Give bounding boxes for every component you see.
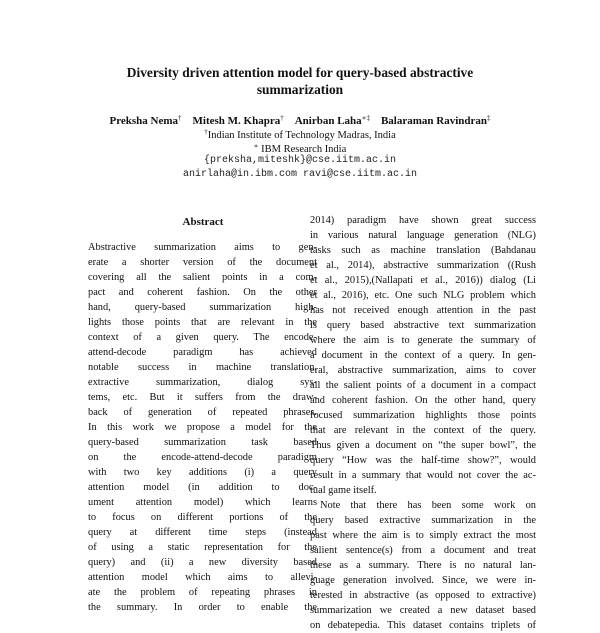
abstract-line: hand, query-based summarization high- [88,302,317,313]
intro-line: terested in abstractive (as opposed to extractive) [310,590,536,601]
intro-line: guage generation involved. Since, we were in- [310,575,536,586]
abstract-line: attention model which aims to allevi- [88,572,317,583]
abstract-line: attend-decode paradigm has achieved [88,347,317,358]
author: Preksha Nema† [109,114,182,127]
abstract-line: Abstractive summarization aims to gen- [88,242,317,253]
abstract-line: ument attention model) which learns [88,497,317,508]
affiliation-ibm: ∗ IBM Research India [253,142,347,155]
intro-line: 2014) paradigm have shown great success [310,215,536,226]
intro-line: summarization we created a new dataset based [310,605,536,616]
abstract-line: attention model (in addition to doc- [88,482,317,493]
email-iitm: {preksha,miteshk}@cse.iitm.ac.in [203,155,397,166]
abstract-line: back of generation of repeated phrases. [88,407,317,418]
intro-line: salient sentence(s) from a document and treat [310,545,536,556]
intro-line: tasks such as machine translation (Bahdanau [310,245,536,256]
paper-title [0,64,600,98]
abstract-line: covering all the salient points in a com- [88,272,317,283]
abstract-line: with two key additions (i) a query [88,467,317,478]
email-ibm-iitm: anirlaha@in.ibm.com ravi@cse.iitm.ac.in [182,169,418,180]
intro-line: that are relevant in the context of the query. [310,425,536,436]
abstract-line: query at different time steps (instead [88,527,317,538]
intro-line: a document in the context of a query. In gen- [310,350,536,361]
intro-line: et al., 2016), etc. One such NLG problem which [310,290,536,301]
intro-line: focused summarization highlights those points [310,410,536,421]
author: Anirban Laha∗‡ [294,114,370,127]
abstract-line: lights those points that are relevant in the [88,317,317,328]
abstract-line: the summary. In order to enable the [88,602,317,613]
author: Balaraman Ravindran‡ [380,114,491,127]
intro-line: has not received enough attention in the past [310,305,536,316]
intro-line: all the salient points of a document in a compact [310,380,536,391]
affiliation-iitm: †Indian Institute of Technology Madras, India [204,128,396,141]
intro-line: query based extractive summarization in the [310,515,536,526]
intro-line: on debatepedia. This dataset contains triplets of [310,620,536,631]
abstract-line: notable success in machine translation, [88,362,317,373]
intro-line: query “How was the half-time show?”, would [310,455,536,466]
abstract-heading: Abstract [182,216,224,228]
abstract-line: erate a shorter version of the document [88,257,317,268]
intro-line: Thus given a document on “the super bowl”, the [310,440,536,451]
intro-line: is query based abstractive text summarization [310,320,536,331]
intro-line: et al., 2015),(Nallapati et al., 2016)) dialog (Li [310,275,536,286]
abstract-line: In this work we propose a model for the [88,422,317,433]
abstract-line: query) and (ii) a new diversity based [88,557,317,568]
intro-line: eral, abstractive summarization, aims to cover [310,365,536,376]
abstract-line: ate the problem of repeating phrases in [88,587,317,598]
author: Mitesh M. Khapra† [192,114,284,127]
title-line-1: Diversity driven attention model for query-based abstractive [126,65,474,80]
abstract-body [88,240,317,615]
intro-line: past where the aim is to simply extract the most [310,530,536,541]
intro-line: tual game itself. [310,485,377,496]
abstract-line: tems, etc. But it suffers from the draw- [88,392,317,403]
intro-line: et al., 2014), abstractive summarization ((Rush [310,260,536,271]
abstract-line: query-based summarization task based [88,437,317,448]
abstract-line: context of a given query. The encode- [88,332,317,343]
intro-line: and coherent fashion. On the other hand, query [310,395,536,406]
intro-line: Note that there has been some work on [320,500,536,511]
title-line-2: summarization [256,82,344,97]
abstract-line: on the encode-attend-decode paradigm [88,452,317,463]
intro-line: where the aim is to generate the summary of [310,335,536,346]
intro-line: these as a summary. There is no natural lan- [310,560,536,571]
abstract-line: to focus on different portions of the [88,512,317,523]
abstract-line: of using a static representation for the [88,542,317,553]
intro-line: result in a summary that would not cover the ac- [310,470,536,481]
abstract-line: pact and coherent fashion. On the other [88,287,317,298]
introduction-body [310,213,536,633]
intro-line: in various natural language generation (NLG) [310,230,536,241]
abstract-line: extractive summarization, dialog sys- [88,377,317,388]
